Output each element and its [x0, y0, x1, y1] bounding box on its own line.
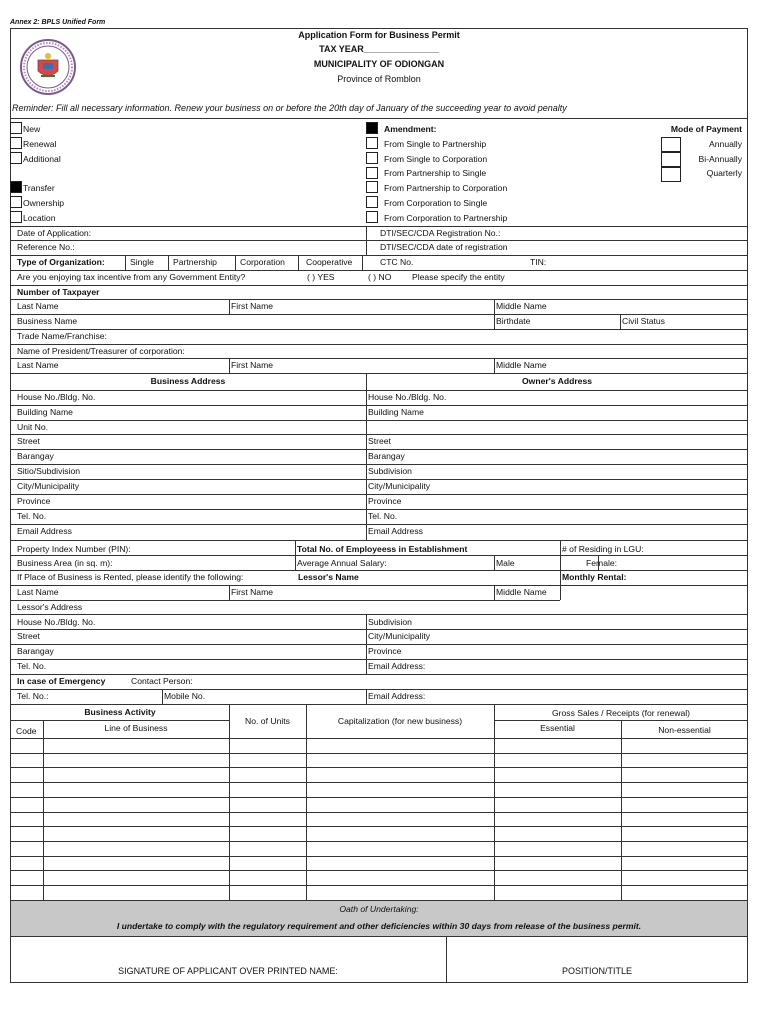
lessor-name-label: Lessor's Name: [298, 572, 359, 582]
code-header: Code: [16, 726, 37, 736]
lessor-address-label: Lessor's Address: [17, 602, 83, 612]
salary-label: Average Annual Salary:: [297, 558, 387, 568]
oath-text: I undertake to comply with the regulatory requirement and other deficiencies within 30 days from release of the business permit.: [116, 921, 642, 931]
lessor-first-name: First Name: [231, 587, 274, 597]
trade-name-label: Trade Name/Franchise:: [17, 331, 107, 341]
dti-date-label: DTI/SEC/CDA date of registration: [380, 242, 508, 252]
monthly-rental-label: Monthly Rental:: [562, 572, 627, 582]
activity-row-line: [10, 782, 748, 783]
essential-header: Essential: [540, 723, 575, 733]
org-type-label: Type of Organization:: [17, 257, 105, 267]
birthdate-label: Birthdate: [496, 316, 531, 326]
line-of-business-header: Line of Business: [104, 723, 168, 733]
amend-checkbox-6[interactable]: [366, 211, 378, 223]
business-name-label: Business Name: [17, 316, 78, 326]
emergency-mobile-label: Mobile No.: [164, 691, 206, 701]
org-cooperative[interactable]: Cooperative: [306, 257, 353, 267]
additional-checkbox[interactable]: [10, 152, 22, 164]
num-taxpayer-label: Number of Taxpayer: [17, 287, 100, 297]
activity-row-line: [10, 767, 748, 768]
president-first-name: First Name: [231, 360, 274, 370]
renewal-label: Renewal: [23, 139, 57, 149]
biz-house-label: House No./Bldg. No.: [17, 392, 96, 402]
quarterly-label: Quarterly: [706, 168, 742, 178]
emergency-tel-label: Tel. No.:: [17, 691, 49, 701]
units-header: No. of Units: [245, 716, 290, 726]
gross-sales-header: Gross Sales / Receipts (for renewal): [551, 708, 691, 718]
reference-no-label: Reference No.:: [17, 242, 75, 252]
incentive-question: Are you enjoying tax incentive from any Government Entity?: [17, 272, 246, 282]
dti-no-label: DTI/SEC/CDA Registration No.:: [380, 228, 501, 238]
annex-label: Annex 2: BPLS Unified Form: [10, 19, 106, 26]
lessor-tel-label: Tel. No.: [17, 661, 47, 671]
emergency-email-label: Email Address:: [368, 691, 426, 701]
amendment-title: Amendment:: [384, 124, 437, 134]
biz-province-label: Province: [17, 496, 51, 506]
owner-barangay-label: Barangay: [368, 451, 405, 461]
owner-city-label: City/Municipality: [368, 481, 431, 491]
activity-header-line: [10, 738, 748, 739]
employees-label: Total No. of Employeess in Establishment: [297, 544, 468, 554]
rented-label: If Place of Business is Rented, please identify the following:: [17, 572, 244, 582]
new-label: New: [23, 124, 41, 134]
new-checkbox[interactable]: [10, 122, 22, 134]
owner-subdivision-label: Subdivision: [368, 466, 412, 476]
biz-sitio-label: Sitio/Subdivision: [17, 466, 81, 476]
owner-email-label: Email Address: [368, 526, 423, 536]
incentive-specify: Please specify the entity: [412, 272, 505, 282]
payment-title: Mode of Payment: [670, 124, 742, 134]
contact-person-label: Contact Person:: [131, 676, 193, 686]
taxpayer-first-name: First Name: [231, 301, 274, 311]
amend-checkbox-2[interactable]: [366, 152, 378, 164]
province: Province of Romblon: [337, 74, 421, 84]
emergency-label: In case of Emergency: [17, 676, 106, 686]
lessor-street-label: Street: [17, 631, 40, 641]
municipality: MUNICIPALITY OF ODIONGAN: [313, 59, 445, 69]
annually-label: Annually: [709, 139, 742, 149]
activity-row-line: [10, 870, 748, 871]
owner-house-label: House No./Bldg. No.: [368, 392, 447, 402]
amend-item-6: From Corporation to Partnership: [384, 213, 508, 223]
amend-item-4: From Partnership to Corporation: [384, 183, 508, 193]
lessor-middle-name: Middle Name: [496, 587, 547, 597]
biz-email-label: Email Address: [17, 526, 72, 536]
male-label: Male: [496, 558, 515, 568]
additional-label: Additional: [23, 154, 61, 164]
residing-label: # of Residing in LGU:: [562, 544, 644, 554]
taxpayer-middle-name: Middle Name: [496, 301, 547, 311]
owner-tel-label: Tel. No.: [368, 511, 398, 521]
activity-row-line: [10, 753, 748, 754]
lessor-last-name: Last Name: [17, 587, 59, 597]
activity-subheader-line: [10, 720, 229, 721]
activity-col-line: [494, 704, 495, 900]
business-address-header: Business Address: [150, 376, 226, 386]
amend-checkbox-1[interactable]: [366, 137, 378, 149]
org-single[interactable]: Single: [130, 257, 154, 267]
biz-unit-label: Unit No.: [17, 422, 49, 432]
owner-street-label: Street: [368, 436, 391, 446]
form-title: Application Form for Business Permit: [298, 30, 460, 40]
pin-label: Property Index Number (PIN):: [17, 544, 131, 554]
activity-row-line: [10, 856, 748, 857]
ownership-label: Ownership: [23, 198, 65, 208]
activity-row-line: [10, 797, 748, 798]
owner-address-header: Owner's Address: [521, 376, 593, 386]
quarterly-checkbox[interactable]: [661, 167, 681, 182]
president-middle-name: Middle Name: [496, 360, 547, 370]
tax-year: TAX YEAR_______________: [319, 44, 439, 54]
amend-item-2: From Single to Corporation: [384, 154, 488, 164]
activity-row-line: [10, 885, 748, 886]
owner-province-label: Province: [368, 496, 402, 506]
amend-item-3: From Partnership to Single: [384, 168, 487, 178]
activity-row-line: [10, 826, 748, 827]
tin-label: TIN:: [530, 257, 547, 267]
biz-barangay-label: Barangay: [17, 451, 54, 461]
position-title-label: POSITION/TITLE: [561, 966, 632, 976]
biannually-label: Bi-Annually: [698, 154, 742, 164]
transfer-checkbox[interactable]: [10, 181, 22, 193]
biz-city-label: City/Municipality: [17, 481, 80, 491]
lessor-house-label: House No./Bldg. No.: [17, 617, 96, 627]
activity-row-line: [10, 812, 748, 813]
amend-item-1: From Single to Partnership: [384, 139, 487, 149]
amendment-checkbox[interactable]: [366, 122, 378, 134]
activity-row-line: [10, 841, 748, 842]
reminder-text: Reminder: Fill all necessary information. Renew your business on or before the 20th day of January of the succeeding year to avoid penalty: [12, 103, 567, 113]
annually-checkbox[interactable]: [661, 137, 681, 152]
transfer-label: Transfer: [23, 183, 55, 193]
location-checkbox[interactable]: [10, 211, 22, 223]
amend-checkbox-5[interactable]: [366, 196, 378, 208]
biz-street-label: Street: [17, 436, 40, 446]
amend-checkbox-3[interactable]: [366, 167, 378, 179]
activity-col-line: [621, 720, 622, 900]
activity-col-line: [43, 720, 44, 900]
org-partnership[interactable]: Partnership: [173, 257, 217, 267]
president-label: Name of President/Treasurer of corporation:: [17, 346, 185, 356]
capitalization-header: Capitalization (for new business): [337, 716, 463, 726]
ctc-label: CTC No.: [380, 257, 414, 267]
taxpayer-last-name: Last Name: [17, 301, 59, 311]
business-activity-header: Business Activity: [84, 707, 156, 717]
civil-status-label: Civil Status: [622, 316, 665, 326]
biannually-checkbox[interactable]: [661, 152, 681, 167]
nonessential-header: Non-essential: [658, 725, 711, 735]
renewal-checkbox[interactable]: [10, 137, 22, 149]
applicant-signature-label: SIGNATURE OF APPLICANT OVER PRINTED NAME:: [118, 966, 338, 976]
lessor-province-label: Province: [368, 646, 402, 656]
activity-col-line: [229, 704, 230, 900]
ownership-checkbox[interactable]: [10, 196, 22, 208]
lessor-subdivision-label: Subdivision: [368, 617, 412, 627]
amend-checkbox-4[interactable]: [366, 181, 378, 193]
biz-tel-label: Tel. No.: [17, 511, 47, 521]
location-label: Location: [23, 213, 56, 223]
incentive-no[interactable]: ( ) NO: [368, 272, 392, 282]
activity-col-line: [306, 704, 307, 900]
lessor-email-label: Email Address:: [368, 661, 426, 671]
lessor-city-label: City/Municipality: [368, 631, 431, 641]
incentive-yes[interactable]: ( ) YES: [307, 272, 335, 282]
female-label: Female:: [586, 558, 618, 568]
amend-item-5: From Corporation to Single: [384, 198, 488, 208]
biz-building-label: Building Name: [17, 407, 73, 417]
owner-building-label: Building Name: [368, 407, 424, 417]
org-corporation[interactable]: Corporation: [240, 257, 285, 267]
area-label: Business Area (in sq. m):: [17, 558, 113, 568]
lessor-barangay-label: Barangay: [17, 646, 54, 656]
date-application-label: Date of Application:: [17, 228, 92, 238]
oath-title: Oath of Undertaking:: [339, 904, 419, 914]
president-last-name: Last Name: [17, 360, 59, 370]
